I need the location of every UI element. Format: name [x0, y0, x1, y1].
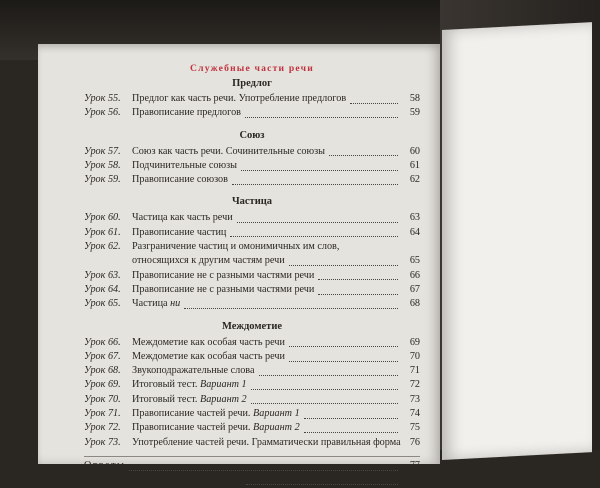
dot-leader: [289, 257, 398, 266]
appendix-entry[interactable]: [84, 459, 420, 473]
lesson-number: Урок 55.: [84, 93, 121, 104]
toc-entry[interactable]: [84, 92, 420, 106]
page-number: 70: [409, 350, 420, 362]
toc-entry[interactable]: [84, 269, 420, 283]
entry-text: [132, 407, 300, 421]
entry-text: Предлог как часть речи. Употребление предлогов: [132, 93, 347, 104]
lesson-number: Урок 57.: [84, 145, 121, 157]
page-number: 68: [409, 298, 420, 310]
entry-text-main: Правописание частей речи.: [132, 422, 254, 434]
entry-text-italic: Вариант 2: [253, 422, 300, 434]
lesson-number: Урок 62.: [84, 241, 121, 253]
dot-leader: [251, 395, 398, 404]
dot-leader: [304, 410, 398, 419]
page-number: 71: [409, 365, 420, 377]
appendix-text: Ответы: [84, 459, 126, 471]
dot-leader: [259, 367, 399, 376]
lesson-number: Урок 64.: [84, 283, 121, 295]
page-number: 66: [409, 269, 420, 281]
toc-entry-continuation[interactable]: [84, 254, 420, 268]
section-title-soyuz: Союз: [239, 129, 265, 141]
toc-entry[interactable]: [84, 240, 420, 254]
toc-entry[interactable]: [84, 297, 420, 311]
page-number: 72: [409, 379, 420, 391]
toc-entry[interactable]: [84, 173, 420, 187]
entry-text-main: Правописание частей речи.: [132, 408, 254, 420]
toc-entry[interactable]: [84, 106, 420, 120]
entry-text-italic: Вариант 1: [253, 408, 300, 420]
toc-entry[interactable]: [84, 283, 420, 297]
entry-text: Употребление частей речи. Грамматически правильная форма: [132, 436, 401, 448]
toc-entry[interactable]: [84, 393, 420, 407]
toc-entry[interactable]: [84, 378, 420, 392]
dot-leader: [329, 147, 398, 156]
table-of-contents: [84, 61, 420, 488]
entry-text: [132, 378, 247, 392]
dot-leader: [230, 228, 398, 237]
page-number: 59: [409, 107, 420, 119]
page-number: 58: [409, 93, 420, 104]
dot-leader: [237, 214, 398, 223]
page-number: 64: [409, 226, 420, 238]
dot-leader: [246, 476, 398, 485]
page-number: 73: [409, 393, 420, 405]
lesson-number: Урок 73.: [84, 436, 121, 448]
dot-leader: [318, 271, 398, 280]
toc-entry[interactable]: [84, 226, 420, 240]
entry-text-continuation: относящихся к другим частям речи: [132, 255, 285, 267]
entry-text-main: Итоговый тест.: [132, 379, 200, 391]
lesson-number: Урок 72.: [84, 422, 121, 434]
dot-leader: [251, 381, 398, 390]
entry-text: Подчинительные союзы: [132, 159, 237, 171]
page-number: 74: [409, 408, 420, 420]
toc-entry[interactable]: [84, 421, 420, 435]
lesson-number: Урок 61.: [84, 226, 121, 238]
lesson-number: Урок 67.: [84, 350, 121, 362]
divider: [84, 456, 420, 457]
entry-text: Звукоподражательные слова: [132, 365, 255, 377]
toc-entry[interactable]: [84, 350, 420, 364]
lesson-number: Урок 65.: [84, 298, 121, 310]
lesson-number: Урок 60.: [84, 212, 121, 224]
toc-entry[interactable]: [84, 145, 420, 159]
page-number: 63: [409, 212, 420, 224]
entry-text: Междометие как особая часть речи: [132, 336, 285, 348]
page-number: 61: [409, 159, 420, 171]
lesson-number: Урок 71.: [84, 408, 121, 420]
lesson-number: Урок 59.: [84, 174, 121, 186]
appendix-entry[interactable]: [84, 473, 420, 487]
dot-leader: [245, 109, 398, 118]
entry-text-main: Частица: [132, 298, 171, 310]
leader-space: [403, 439, 408, 447]
page-number: 69: [409, 336, 420, 348]
entry-text: Правописание не с разными частями речи: [132, 283, 315, 295]
entry-text: Междометие как особая часть речи: [132, 350, 285, 362]
entry-text: Правописание не с разными частями речи: [132, 269, 315, 281]
entry-text: [132, 393, 247, 407]
toc-entry[interactable]: [84, 336, 420, 350]
entry-text-italic: Вариант 2: [199, 393, 247, 405]
page-number: 65: [409, 255, 420, 267]
entry-text: Частица как часть речи: [132, 212, 233, 224]
right-page: [442, 22, 592, 460]
entry-text: Разграничение частиц и омонимичных им слов,: [132, 241, 340, 253]
appendix-text: Список использованных источников: [84, 474, 243, 486]
dot-leader: [232, 176, 398, 185]
dot-leader: [241, 162, 398, 171]
toc-title: Служебные части речи: [190, 63, 314, 74]
entry-text: Правописание предлогов: [132, 107, 241, 119]
toc-entry[interactable]: [84, 159, 420, 173]
entry-text: Правописание частиц: [132, 226, 227, 238]
page-number: 77: [409, 459, 420, 471]
entry-text-italic: Вариант 1: [199, 379, 247, 391]
dot-leader: [318, 286, 398, 295]
toc-entry[interactable]: [84, 211, 420, 225]
toc-entry[interactable]: [84, 436, 420, 450]
dot-leader: [304, 424, 398, 433]
section-title-predlog: Предлог: [232, 78, 272, 89]
entry-text: [132, 297, 180, 311]
page-number: 75: [409, 422, 420, 434]
lesson-number: Урок 69.: [84, 379, 121, 391]
entry-text-italic: ни: [170, 298, 181, 310]
toc-entry[interactable]: [84, 407, 420, 421]
page-number: 67: [409, 283, 420, 295]
lesson-number: Урок 58.: [84, 159, 121, 171]
lesson-number: Урок 68.: [84, 365, 121, 377]
section-title-mezhdometie: Междометие: [221, 320, 283, 332]
page-number: 60: [409, 145, 420, 157]
dot-leader: [350, 95, 398, 104]
dot-leader: [289, 353, 398, 362]
section-title-chastitsa: Частица: [231, 196, 273, 208]
entry-text: Правописание союзов: [132, 174, 228, 186]
entry-text: Союз как часть речи. Сочинительные союзы: [132, 145, 325, 157]
toc-entry[interactable]: [84, 364, 420, 378]
entry-text: [132, 421, 300, 435]
page-number: 109: [404, 474, 420, 486]
page-number: 76: [409, 436, 420, 448]
dot-leader: [129, 462, 398, 471]
dot-leader: [289, 338, 398, 347]
lesson-number: Урок 66.: [84, 336, 121, 348]
lesson-number: Урок 56.: [84, 107, 121, 119]
page-number: 62: [409, 174, 420, 186]
dot-leader: [184, 300, 398, 309]
lesson-number: Урок 63.: [84, 269, 121, 281]
entry-text-main: Итоговый тест.: [132, 393, 200, 405]
lesson-number: Урок 70.: [84, 393, 121, 405]
